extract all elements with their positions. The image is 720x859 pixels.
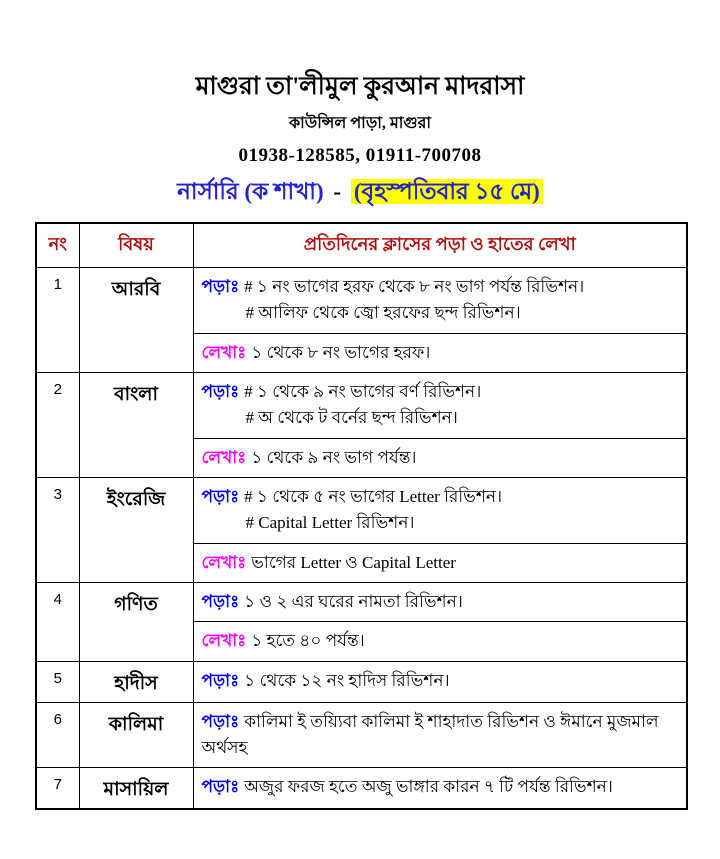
porha-line: ১ ও ২ এর ঘরের নামতা রিভিশন। [244, 592, 463, 612]
porha-cell [193, 478, 687, 544]
date-highlight: (বৃহস্পতিবার ১৫ মে) [351, 179, 543, 204]
lekha-line: ১ হতে ৪০ পর্যন্ত। [251, 631, 365, 651]
table-row [36, 661, 687, 702]
subject-name: কালিমা [79, 702, 193, 768]
porha-cell [193, 702, 687, 768]
row-number: 5 [36, 661, 79, 702]
table-header-row [36, 223, 687, 268]
class-date-line [0, 173, 720, 212]
porha-cell [193, 583, 687, 622]
porha-line: কালিমা ই তয়্যিবা কালিমা ই শাহাদাত রিভিশন ও ঈমানে মুজমাল অর্থসহ [201, 711, 659, 758]
porha-line: # ১ থেকে ৯ নং ভাগের বর্ণ রিভিশন। [244, 382, 482, 402]
header-col-content: প্রতিদিনের ক্লাসের পড়া ও হাতের লেখা [193, 223, 687, 268]
row-number: 1 [36, 268, 79, 373]
subject-name: হাদীস [79, 661, 193, 702]
porha-line: অজুর ফরজ হতে অজু ভাঙ্গার কারন ৭ টি পর্যন্ত রিভিশন। [244, 777, 613, 797]
phone-numbers: 01938-128585, 01911-700708 [238, 145, 482, 166]
class-name: নার্সারি (ক শাখা) [177, 179, 324, 204]
table-row [36, 268, 687, 334]
row-number: 2 [36, 373, 79, 478]
daily-lesson-table [35, 222, 688, 810]
header-col-subject: বিষয় [79, 223, 193, 268]
porha-line: # ১ থেকে ৫ নং ভাগের Letter রিভিশন। [244, 487, 503, 507]
porha-label: পড়াঃ [201, 670, 240, 690]
subject-name: আরবি [79, 268, 193, 373]
table-row [36, 583, 687, 622]
lekha-line: ভাগের Letter ও Capital Letter [251, 552, 456, 572]
row-number: 4 [36, 583, 79, 662]
lekha-line: ১ থেকে ৮ নং ভাগের হরফ। [251, 342, 431, 362]
porha-line: ১ থেকে ১২ নং হাদিস রিভিশন। [244, 670, 450, 690]
lekha-label: লেখাঃ [201, 342, 247, 362]
madrasa-title: মাগুরা তা'লীমুল কুরআন মাদরাসা [195, 73, 525, 100]
table-row [36, 373, 687, 439]
lekha-label: লেখাঃ [201, 552, 247, 572]
porha-cell [193, 661, 687, 702]
subject-name: ইংরেজি [79, 478, 193, 583]
porha-line: # আলিফ থেকে জ্বো হরফের ছন্দ রিভিশন। [245, 303, 521, 323]
table-row [36, 702, 687, 768]
porha-cell [193, 768, 687, 810]
lekha-line: ১ থেকে ৯ নং ভাগ পর্যন্ত। [251, 447, 417, 467]
header-col-no: নং [36, 223, 79, 268]
row-number: 7 [36, 768, 79, 810]
subject-name: বাংলা [79, 373, 193, 478]
porha-line: # Capital Letter রিভিশন। [245, 513, 415, 533]
lekha-cell [193, 438, 687, 477]
lekha-label: লেখাঃ [201, 631, 247, 651]
row-number: 6 [36, 702, 79, 768]
porha-label: পড়াঃ [201, 277, 240, 296]
porha-label: পড়াঃ [201, 487, 240, 507]
row-number: 3 [36, 478, 79, 583]
porha-line: # ১ নং ভাগের হরফ থেকে ৮ নং ভাগ পর্যন্ত রিভিশন। [244, 277, 585, 296]
porha-label: পড়াঃ [201, 711, 240, 731]
subject-name: মাসায়িল [79, 768, 193, 810]
porha-line: # অ থেকে ট বর্নের ছন্দ রিভিশন। [245, 408, 458, 428]
lekha-cell [193, 622, 687, 661]
porha-label: পড়াঃ [201, 777, 240, 797]
lekha-cell [193, 333, 687, 372]
document-header [0, 0, 720, 212]
table-row [36, 478, 687, 544]
lekha-label: লেখাঃ [201, 447, 247, 467]
porha-cell [193, 268, 687, 334]
madrasa-address: কাউন্সিল পাড়া, মাগুরা [288, 115, 432, 132]
subject-name: গণিত [79, 583, 193, 662]
lekha-cell [193, 543, 687, 582]
separator-dash: - [333, 179, 342, 204]
porha-label: পড়াঃ [201, 382, 240, 402]
porha-label: পড়াঃ [201, 592, 240, 612]
porha-cell [193, 373, 687, 439]
table-row [36, 768, 687, 810]
